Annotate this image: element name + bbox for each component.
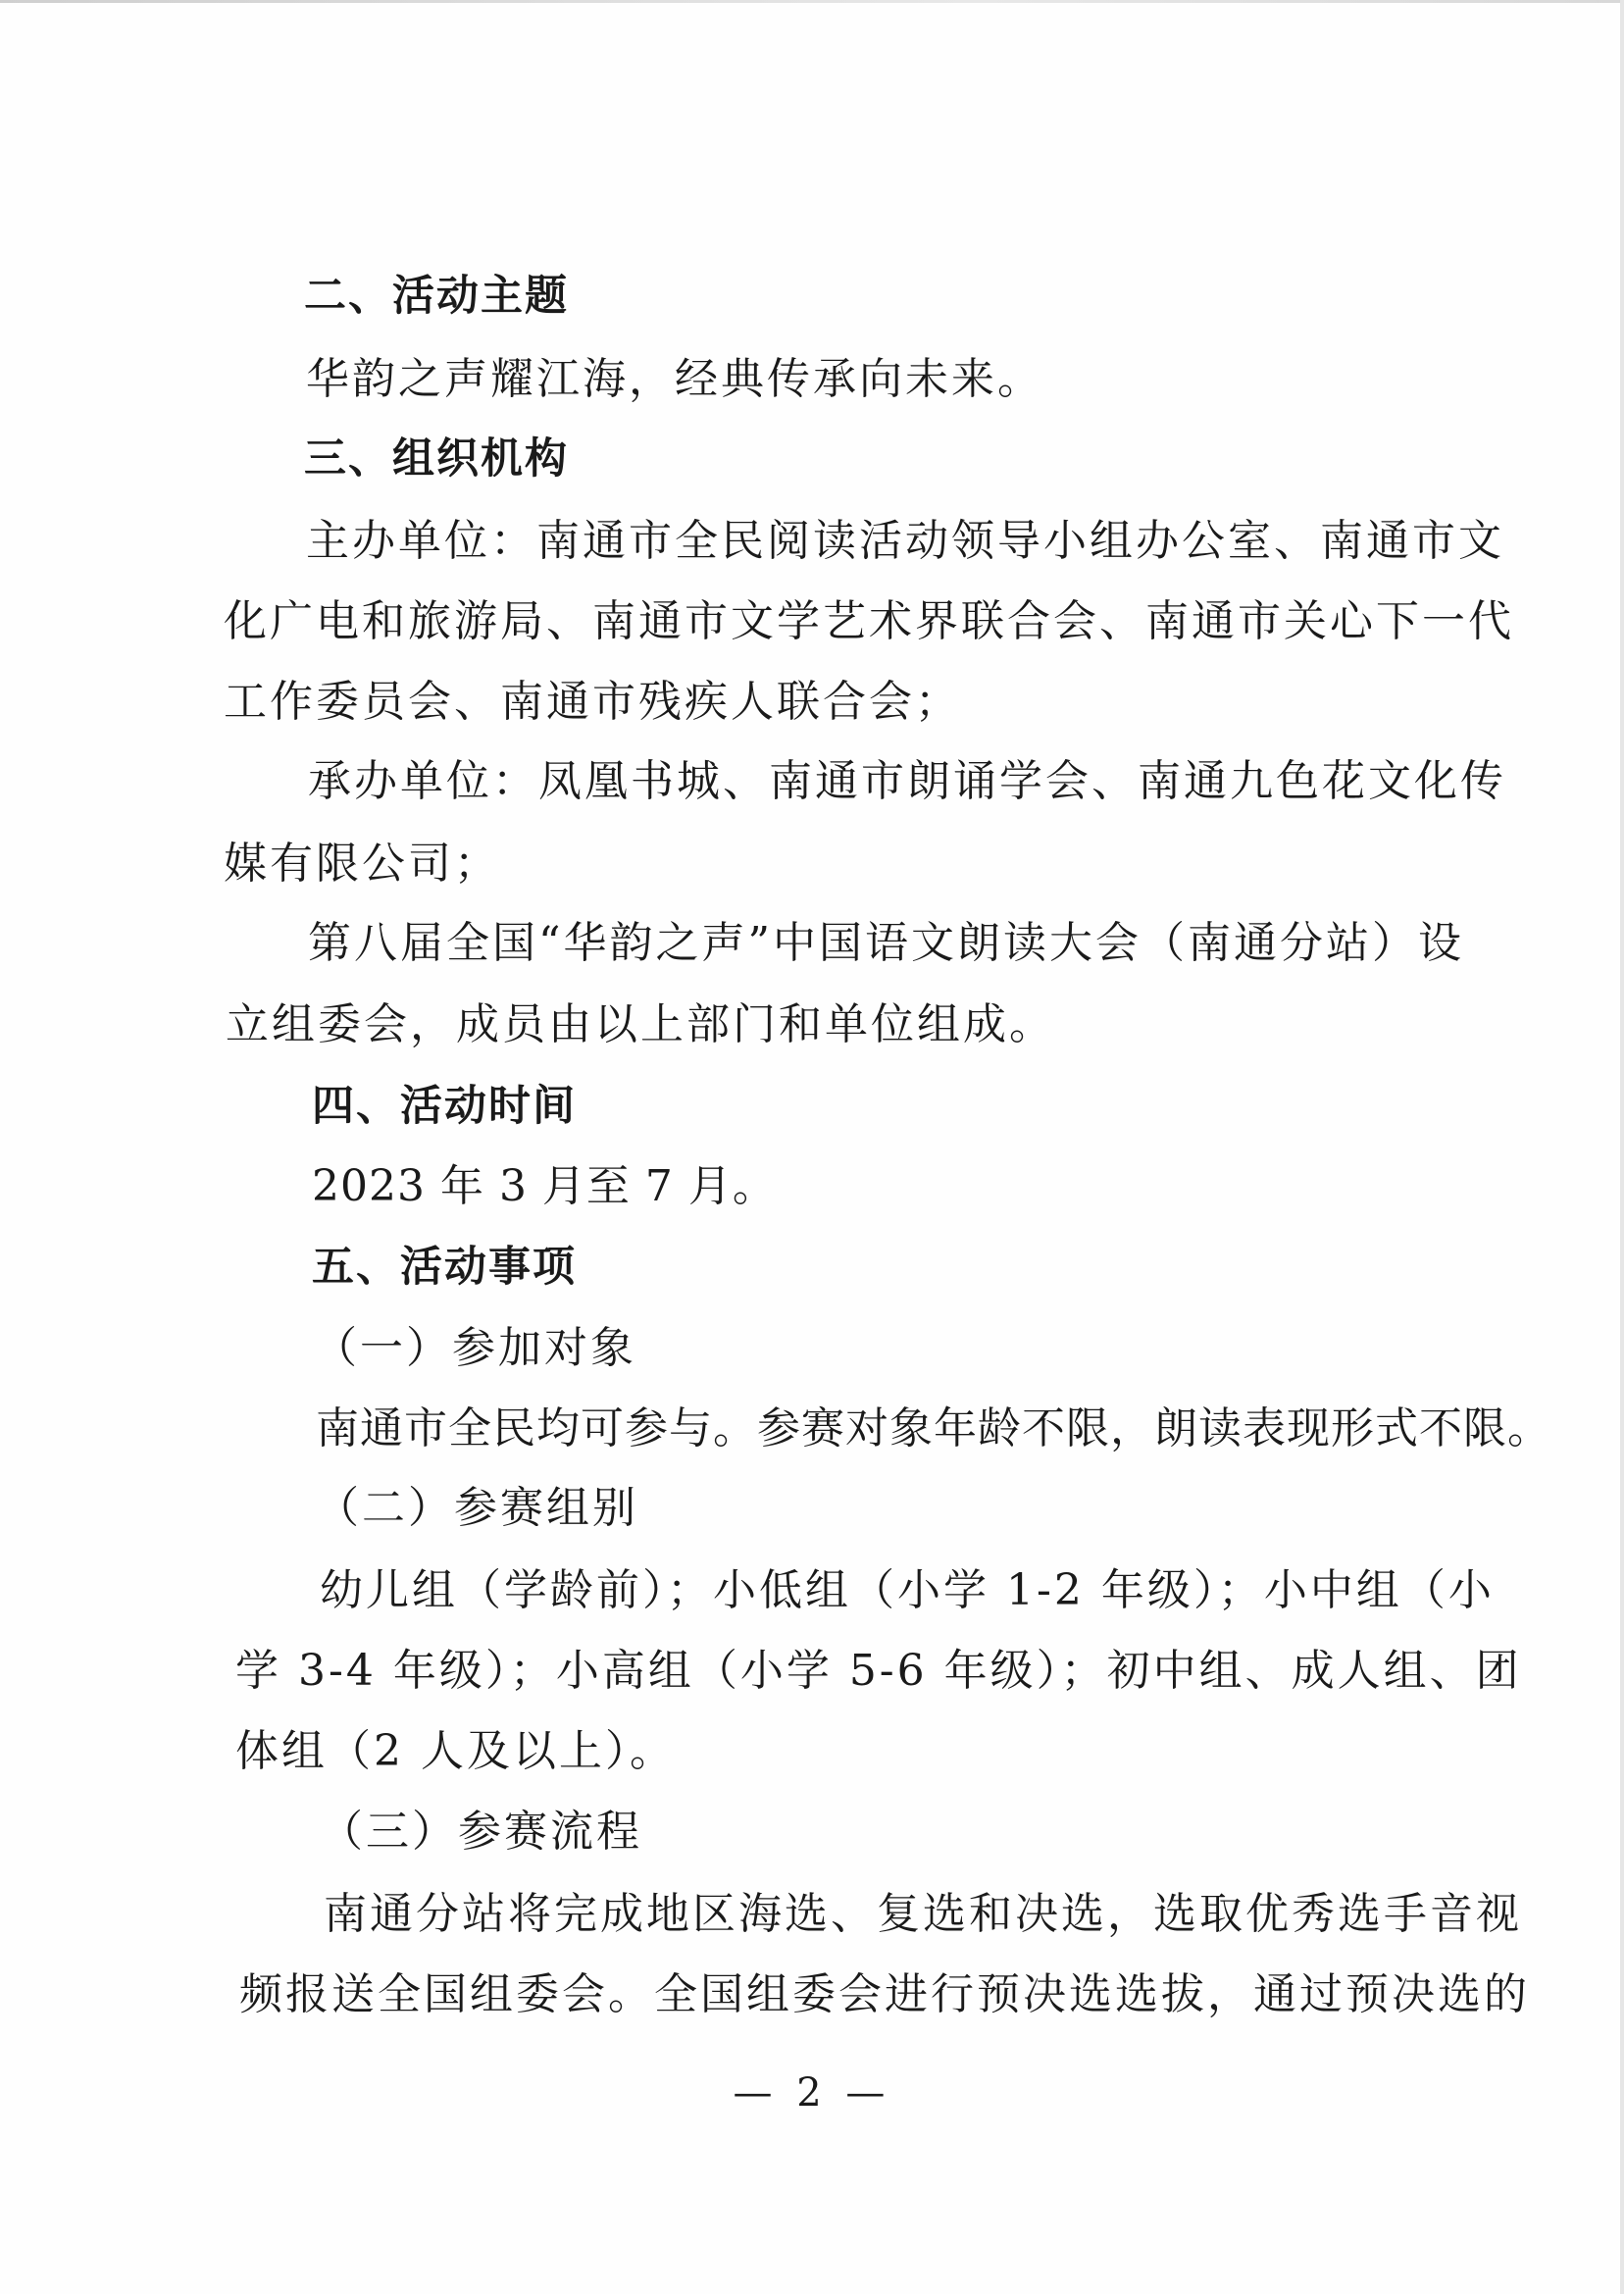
section-heading-time: 四、活动时间 xyxy=(312,1082,577,1131)
process-line-1: 南通分站将完成地区海选、复选和决选，选取优秀选手音视 xyxy=(324,1889,1522,1939)
co-organizer-line-1: 承办单位：凤凰书城、南通市朗诵学会、南通九色花文化传 xyxy=(308,756,1506,806)
organizer-line-3: 工作委员会、南通市残疾人联合会； xyxy=(224,677,961,727)
section-heading-organization: 三、组织机构 xyxy=(304,434,569,484)
organizer-line-1: 主办单位：南通市全民阅读活动领导小组办公室、南通市文 xyxy=(306,516,1504,566)
groups-line-2: 学 3-4 年级）；小高组（小学 5-6 年级）；初中组、成人组、团 xyxy=(235,1646,1522,1696)
committee-line-2: 立组委会，成员由以上部门和单位组成。 xyxy=(226,999,1055,1049)
section-heading-theme: 二、活动主题 xyxy=(304,272,569,321)
groups-line-1: 幼儿组（学龄前）；小低组（小学 1-2 年级）；小中组（小 xyxy=(320,1565,1495,1615)
theme-text: 华韵之声耀江海，经典传承向未来。 xyxy=(306,354,1043,404)
subheading-groups: （二）参赛组别 xyxy=(316,1483,638,1533)
groups-line-3: 体组（2 人及以上）。 xyxy=(235,1726,676,1776)
participants-text: 南通市全民均可参与。参赛对象年龄不限，朗读表现形式不限。 xyxy=(316,1403,1551,1453)
co-organizer-line-2: 媒有限公司； xyxy=(224,839,500,889)
time-text: 2023 年 3 月至 7 月。 xyxy=(312,1161,777,1211)
organizer-line-2: 化广电和旅游局、南通市文学艺术界联合会、南通市关心下一代 xyxy=(224,596,1514,646)
section-heading-items: 五、活动事项 xyxy=(312,1243,577,1292)
process-line-2: 频报送全国组委会。全国组委会进行预决选选拔，通过预决选的 xyxy=(239,1969,1530,2019)
scan-edge-right xyxy=(1620,0,1624,2294)
page-number: — 2 — xyxy=(733,2070,891,2116)
committee-line-1: 第八届全国“华韵之声”中国语文朗读大会（南通分站）设 xyxy=(308,918,1464,968)
subheading-participants: （一）参加对象 xyxy=(314,1323,636,1373)
subheading-process: （三）参赛流程 xyxy=(320,1807,642,1857)
scan-edge-top xyxy=(0,0,1624,3)
